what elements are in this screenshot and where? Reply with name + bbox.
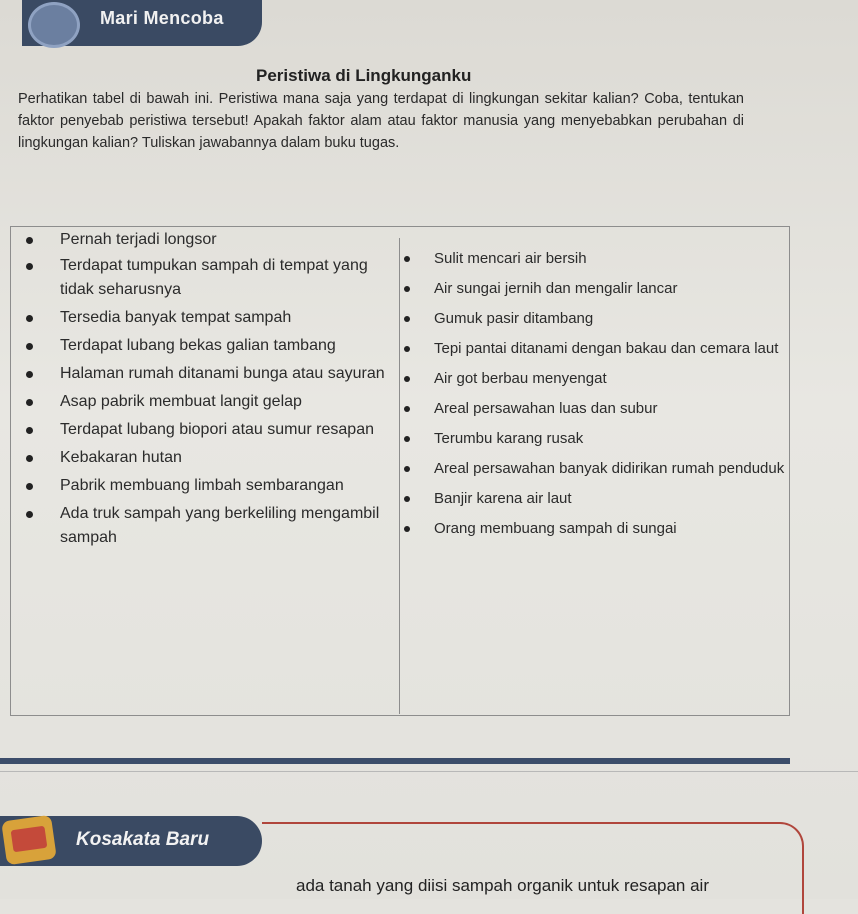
list-item: Areal persawahan luas dan subur — [400, 398, 792, 420]
list-item: Terdapat lubang bekas galian tambang — [0, 334, 398, 358]
bullet-icon — [26, 427, 33, 434]
list-item: Terdapat lubang biopori atau sumur resapan — [0, 418, 398, 442]
activity-icon — [28, 2, 80, 48]
page-line — [0, 771, 858, 772]
events-column-right — [400, 248, 792, 548]
section-title: Peristiwa di Lingkunganku — [256, 66, 472, 85]
list-item: Air got berbau menyengat — [400, 368, 792, 390]
bullet-icon — [26, 399, 33, 406]
bullet-icon — [404, 256, 410, 262]
bullet-icon — [26, 511, 33, 518]
bullet-icon — [404, 406, 410, 412]
vocabulary-box — [262, 822, 804, 914]
bullet-icon — [404, 526, 410, 532]
bullet-icon — [26, 263, 33, 270]
bullet-icon — [404, 376, 410, 382]
bullet-icon — [26, 315, 33, 322]
events-column-left — [0, 226, 398, 554]
bullet-icon — [26, 237, 33, 244]
list-item: Gumuk pasir ditambang — [400, 308, 792, 330]
bullet-icon — [26, 343, 33, 350]
bullet-icon — [26, 483, 33, 490]
list-item: Ada truk sampah yang berkeliling mengambil sampah — [0, 502, 398, 550]
bullet-icon — [404, 496, 410, 502]
vocabulary-title: Kosakata Baru — [76, 829, 210, 850]
bullet-icon — [404, 346, 410, 352]
list-item: Banjir karena air laut — [400, 488, 792, 510]
list-item: Sulit mencari air bersih — [400, 248, 792, 270]
activity-badge-title: Mari Mencoba — [100, 8, 224, 28]
list-item: Areal persawahan banyak didirikan rumah penduduk — [400, 458, 792, 480]
book-cover-icon — [11, 826, 48, 853]
list-item: Terumbu karang rusak — [400, 428, 792, 450]
list-item: Halaman rumah ditanami bunga atau sayuran — [0, 362, 398, 386]
bullet-icon — [26, 455, 33, 462]
vocabulary-definition: ada tanah yang diisi sampah organik untuk resapan air — [296, 876, 709, 895]
bullet-icon — [404, 466, 410, 472]
section-divider — [0, 758, 790, 764]
list-item: Tersedia banyak tempat sampah — [0, 306, 398, 330]
bullet-icon — [404, 316, 410, 322]
bullet-icon — [404, 436, 410, 442]
bullet-icon — [26, 371, 33, 378]
bullet-icon — [404, 286, 410, 292]
list-item: Tepi pantai ditanami dengan bakau dan cemara laut — [400, 338, 792, 360]
list-item: Air sungai jernih dan mengalir lancar — [400, 278, 792, 300]
list-item: Orang membuang sampah di sungai — [400, 518, 792, 540]
list-item: Pernah terjadi longsor — [0, 228, 398, 252]
list-item: Kebakaran hutan — [0, 446, 398, 470]
intro-paragraph: Perhatikan tabel di bawah ini. Peristiwa mana saja yang terdapat di lingkungan sekitar kalian? Coba, tentukan faktor penyebab peristiwa tersebut! Apakah faktor alam atau faktor manusia yang menyebabkan perubahan di lingkungan kalian? Tuliskan jawabannya dalam buku tugas. — [18, 91, 744, 151]
list-item: Asap pabrik membuat langit gelap — [0, 390, 398, 414]
list-item: Pabrik membuang limbah sembarangan — [0, 474, 398, 498]
list-item: Terdapat tumpukan sampah di tempat yang tidak seharusnya — [0, 254, 398, 302]
